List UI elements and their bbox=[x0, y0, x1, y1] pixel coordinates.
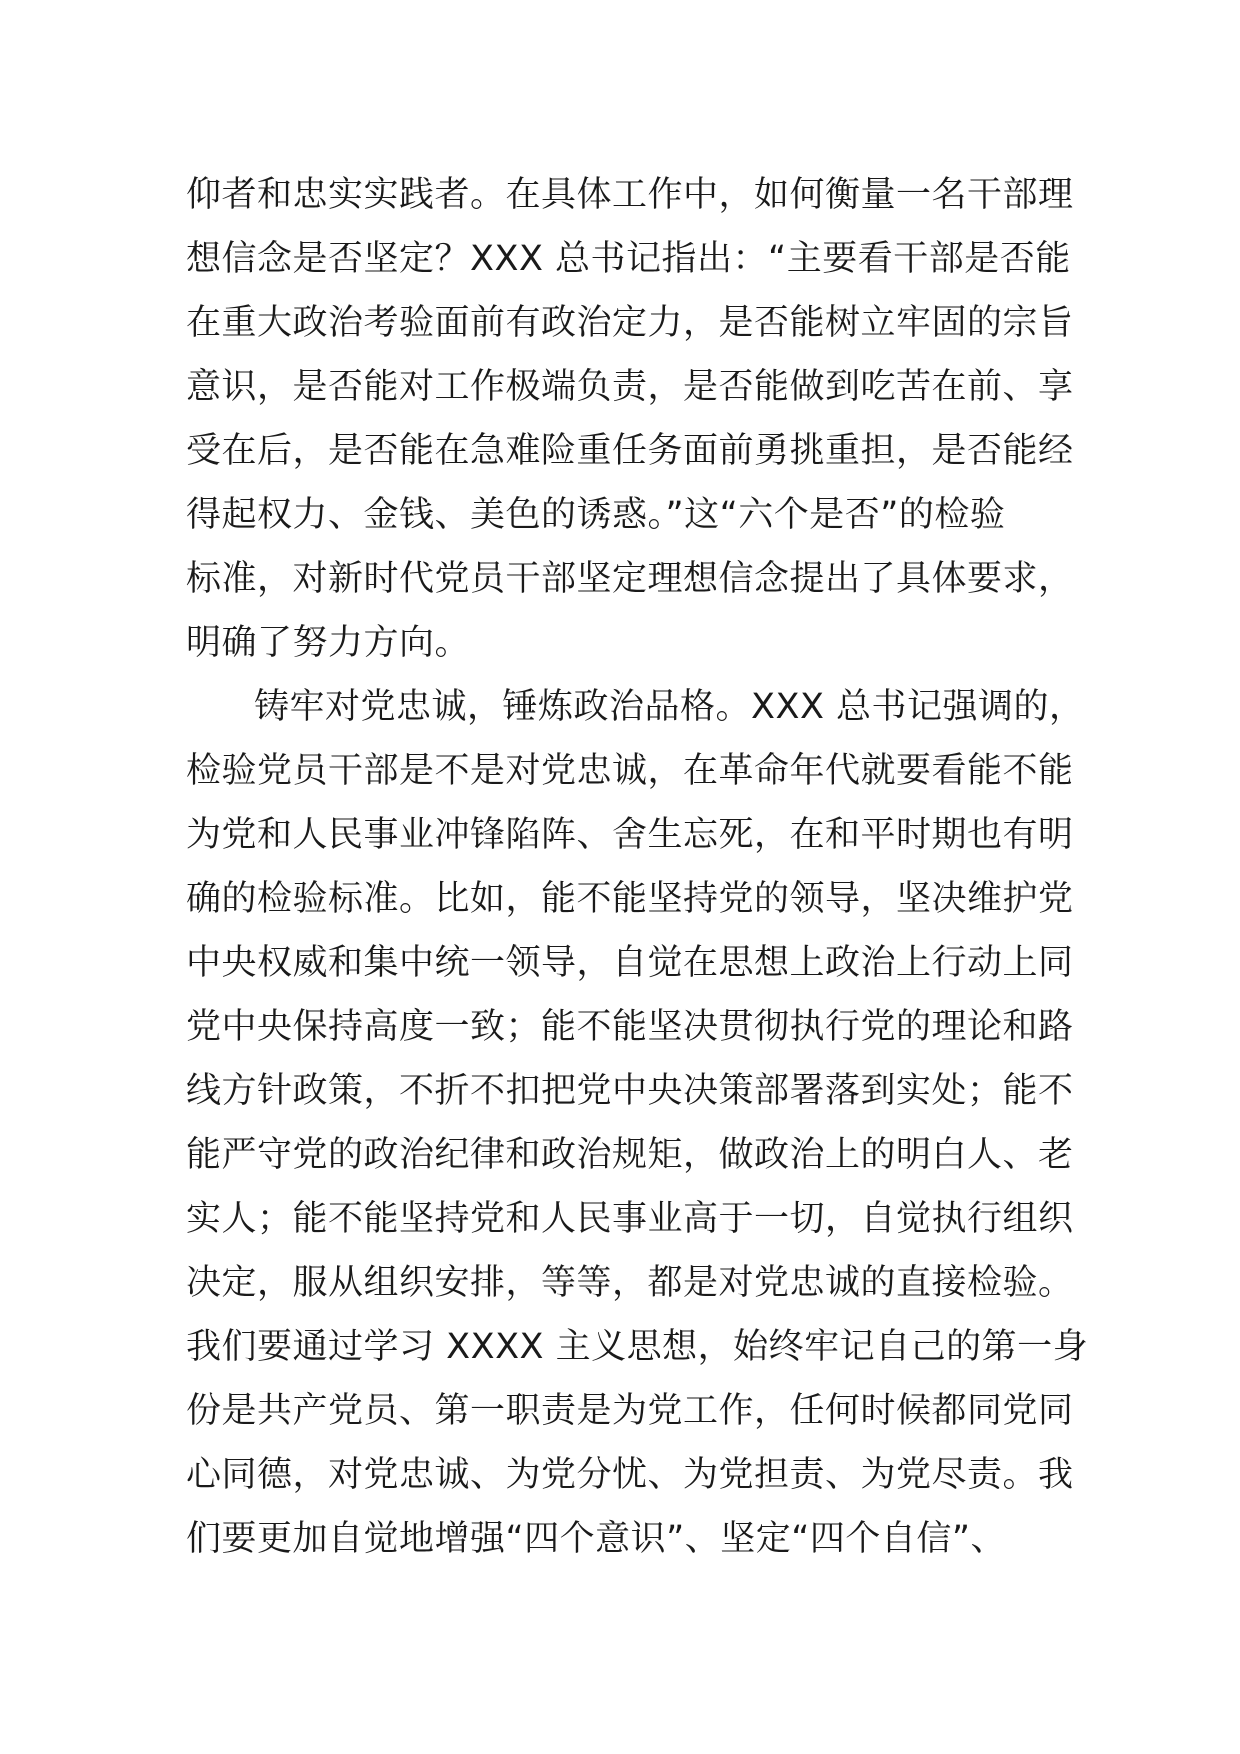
body-text bbox=[186, 163, 1089, 1571]
text-line: 确的检验标准。比如，能不能坚持党的领导，坚决维护党 bbox=[186, 879, 1074, 919]
paragraph-first-line: 铸牢对党忠诚，锤炼政治品格。XXX 总书记强调的， bbox=[254, 687, 1085, 727]
text-line: 标准，对新时代党员干部坚定理想信念提出了具体要求， bbox=[186, 559, 1074, 599]
text-line: 检验党员干部是不是对党忠诚，在革命年代就要看能不能 bbox=[186, 751, 1074, 791]
text-line: 想信念是否坚定？XXX 总书记指出：“主要看干部是否能 bbox=[186, 239, 1071, 279]
text-line: 决定，服从组织安排，等等，都是对党忠诚的直接检验。 bbox=[186, 1263, 1074, 1303]
text-line: 明确了努力方向。 bbox=[186, 623, 471, 663]
text-line: 们要更加自觉地增强“四个意识”、坚定“四个自信”、 bbox=[186, 1519, 1007, 1559]
text-line: 中央权威和集中统一领导，自觉在思想上政治上行动上同 bbox=[186, 943, 1074, 983]
text-line: 得起权力、金钱、美色的诱惑。”这“六个是否”的检验 bbox=[186, 495, 1006, 535]
text-line: 我们要通过学习 XXXX 主义思想，始终牢记自己的第一身 bbox=[186, 1327, 1089, 1367]
text-line: 党中央保持高度一致；能不能坚决贯彻执行党的理论和路 bbox=[186, 1007, 1074, 1047]
text-line: 意识，是否能对工作极端负责，是否能做到吃苦在前、享 bbox=[186, 367, 1074, 407]
text-line: 为党和人民事业冲锋陷阵、舍生忘死，在和平时期也有明 bbox=[186, 815, 1074, 855]
text-line: 在重大政治考验面前有政治定力，是否能树立牢固的宗旨 bbox=[186, 303, 1074, 343]
text-line: 份是共产党员、第一职责是为党工作，任何时候都同党同 bbox=[186, 1391, 1074, 1431]
text-line: 实人；能不能坚持党和人民事业高于一切，自觉执行组织 bbox=[186, 1199, 1074, 1239]
text-line: 线方针政策，不折不扣把党中央决策部署落到实处；能不 bbox=[186, 1071, 1074, 1111]
text-line: 能严守党的政治纪律和政治规矩，做政治上的明白人、老 bbox=[186, 1135, 1074, 1175]
text-line: 仰者和忠实实践者。在具体工作中，如何衡量一名干部理 bbox=[186, 175, 1074, 215]
text-line: 心同德，对党忠诚、为党分忧、为党担责、为党尽责。我 bbox=[186, 1455, 1074, 1495]
text-line: 受在后，是否能在急难险重任务面前勇挑重担，是否能经 bbox=[186, 431, 1074, 471]
